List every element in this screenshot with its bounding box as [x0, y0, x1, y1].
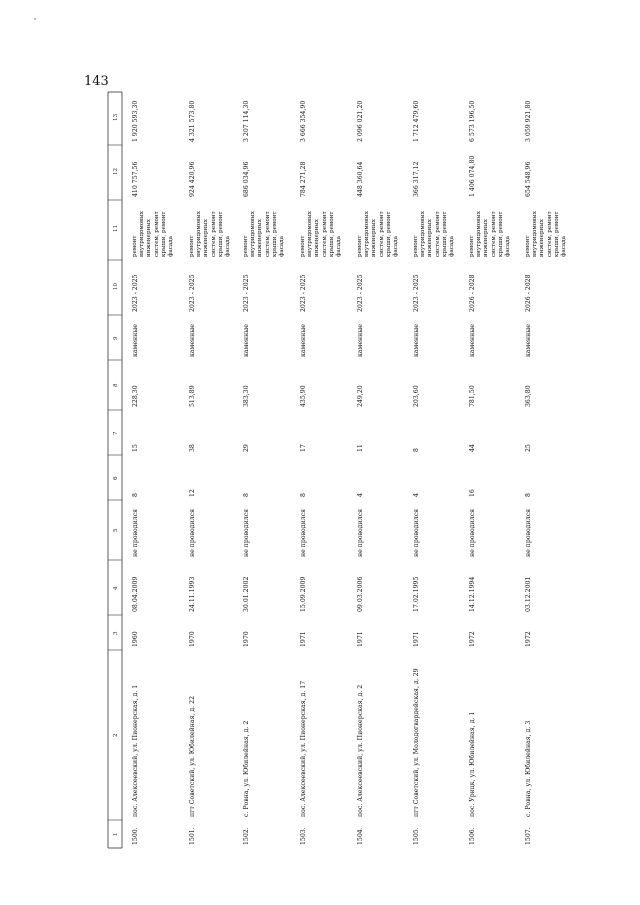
- cell-works-line: фасада: [393, 236, 399, 257]
- cell-year: 1972: [469, 631, 476, 647]
- cell-works-line: внутридомовых: [476, 211, 483, 257]
- cell-status: не проводился: [525, 508, 532, 557]
- cell-works-line: крыши, ремонт: [217, 211, 224, 257]
- cell-date: 08.04.2009: [132, 576, 139, 612]
- cell-period: 2023 - 2025: [132, 274, 139, 312]
- header-col-1: 1: [113, 832, 119, 836]
- cell-row-number: 1500.: [132, 827, 139, 845]
- cell-cost: 654 548,96: [525, 161, 532, 197]
- cell-address: пос. Алексеевский, ул. Пионерская, д. 17: [300, 680, 307, 817]
- cell-address: пос. Урицк, ул. Юбилейная, д. 1: [469, 711, 476, 817]
- header-col-2: 2: [113, 733, 119, 737]
- cell-works-line: ремонт: [189, 235, 195, 257]
- cell-area: 383,30: [243, 385, 250, 407]
- cell-works-line: фасада: [449, 236, 455, 257]
- header-col-5: 5: [113, 528, 119, 532]
- cell-works-line: систем, ремонт: [490, 211, 497, 257]
- cell-period: 2023 - 2025: [357, 274, 364, 312]
- cell-floors: 16: [469, 489, 476, 497]
- cell-works-line: ремонт: [413, 235, 419, 257]
- cell-material: каменные: [132, 324, 139, 357]
- cell-total: 3 207 114,30: [243, 100, 250, 142]
- cell-works-line: внутридомовых: [364, 211, 371, 257]
- header-col-12: 12: [113, 167, 119, 175]
- page-number: 143: [84, 74, 109, 89]
- cell-area: 228,30: [132, 385, 139, 407]
- cell-works-line: внутридомовых: [139, 211, 146, 257]
- cell-area: 363,80: [525, 385, 532, 407]
- cell-period: 2023 - 2025: [189, 274, 196, 312]
- cell-works-line: инженерных: [427, 219, 434, 257]
- cell-apartments: 25: [525, 444, 532, 452]
- cell-cost: 1 406 074,80: [469, 155, 476, 197]
- cell-apartments: 17: [300, 444, 307, 452]
- cell-area: 203,60: [413, 385, 420, 407]
- cell-total: 3 666 354,90: [300, 100, 307, 142]
- cell-works-line: фасада: [336, 236, 342, 257]
- cell-cost: 448 360,64: [357, 161, 364, 197]
- cell-period: 2026 - 2028: [525, 274, 532, 312]
- cell-address: пос. Алексеевский, ул. Пионерская, д. 1: [132, 684, 139, 817]
- header-column-separators: [108, 145, 122, 820]
- cell-area: 435,90: [300, 385, 307, 407]
- cell-works-line: внутридомовых: [307, 211, 314, 257]
- cell-works-line: фасада: [561, 236, 567, 257]
- cell-material: каменные: [413, 324, 420, 357]
- cell-works-line: внутридомовых: [250, 211, 257, 257]
- header-col-8: 8: [113, 383, 119, 387]
- cell-period: 2023 - 2025: [300, 274, 307, 312]
- cell-floors: 8: [300, 493, 307, 497]
- cell-status: не проводился: [132, 508, 139, 557]
- cell-cost: 686 034,96: [243, 161, 250, 197]
- cell-floors: 4: [357, 493, 364, 497]
- cell-row-number: 1507.: [525, 827, 532, 845]
- cell-apartments: 29: [243, 444, 250, 452]
- cell-material: каменные: [189, 324, 196, 357]
- cell-apartments: 15: [132, 444, 139, 452]
- cell-apartments: 38: [189, 444, 196, 452]
- cell-works-line: инженерных: [371, 219, 378, 257]
- header-col-3: 3: [113, 630, 119, 635]
- cell-works-line: систем, ремонт: [378, 211, 385, 257]
- cell-year: 1971: [357, 631, 364, 647]
- cell-address: пгт Советский, ул. Молодогвардейская, д. 29: [413, 668, 420, 817]
- cell-area: 249,20: [357, 385, 364, 407]
- cell-floors: 12: [189, 489, 196, 497]
- cell-apartments: 8: [413, 448, 420, 452]
- cell-works-line: ремонт: [469, 235, 475, 257]
- cell-date: 15.09.2009: [300, 576, 307, 612]
- cell-works-line: систем, ремонт: [434, 211, 441, 257]
- cell-floors: 8: [243, 493, 250, 497]
- cell-total: 3 059 921,80: [525, 100, 532, 142]
- cell-year: 1970: [189, 631, 196, 647]
- header-col-13: 13: [113, 113, 119, 121]
- cell-status: не проводился: [300, 508, 307, 557]
- cell-works-line: крыши, ремонт: [328, 211, 335, 257]
- cell-row-number: 1506.: [469, 827, 476, 845]
- cell-year: 1971: [300, 631, 307, 647]
- cell-year: 1972: [525, 631, 532, 647]
- cell-works-line: инженерных: [257, 219, 264, 257]
- cell-address: с. Ровна, ул. Юбилейная, д. 3: [525, 720, 532, 817]
- cell-material: каменные: [525, 324, 532, 357]
- cell-status: не проводился: [413, 508, 420, 557]
- cell-status: не проводился: [357, 508, 364, 557]
- cell-row-number: 1503.: [300, 827, 307, 845]
- cell-works-line: инженерных: [539, 219, 546, 257]
- cell-material: каменные: [243, 324, 250, 357]
- cell-row-number: 1502.: [243, 827, 250, 845]
- cell-floors: 8: [132, 493, 139, 497]
- cell-works-line: внутридомовых: [532, 211, 539, 257]
- cell-year: 1970: [243, 631, 250, 647]
- cell-works-line: внутридомовых: [196, 211, 203, 257]
- cell-works-line: внутридомовых: [420, 211, 427, 257]
- cell-address: с. Ровна, ул. Юбилейная, д. 2: [243, 720, 250, 817]
- cell-works-line: ремонт: [357, 235, 363, 257]
- cell-total: 1 920 593,30: [132, 100, 139, 142]
- cell-works-line: систем, ремонт: [321, 211, 328, 257]
- cell-period: 2026 - 2028: [469, 274, 476, 312]
- cell-area: 513,89: [189, 385, 196, 407]
- cell-works-line: ремонт: [243, 235, 249, 257]
- cell-date: 24.11.1993: [189, 576, 196, 612]
- records-table: [100, 90, 600, 850]
- cell-row-number: 1501.: [189, 827, 196, 845]
- cell-works-line: фасада: [505, 236, 511, 257]
- cell-year: 1960: [132, 631, 139, 647]
- cell-address: пос. Алексеевский, ул. Пионерская, д. 2: [357, 684, 364, 817]
- cell-year: 1971: [413, 631, 420, 647]
- cell-row-number: 1504.: [357, 827, 364, 845]
- cell-date: 03.12.2001: [525, 576, 532, 612]
- cell-works-line: инженерных: [483, 219, 490, 257]
- cell-period: 2023 - 2025: [243, 274, 250, 312]
- cell-works-line: крыши, ремонт: [497, 211, 504, 257]
- cell-works-line: инженерных: [146, 219, 153, 257]
- cell-status: не проводился: [189, 508, 196, 557]
- cell-works-line: фасада: [168, 236, 174, 257]
- cell-works-line: ремонт: [132, 235, 138, 257]
- cell-apartments: 44: [469, 444, 476, 452]
- cell-cost: 366 317,12: [413, 161, 420, 197]
- cell-floors: 8: [525, 493, 532, 497]
- cell-address: пгт Советский, ул. Юбилейная, д. 22: [189, 695, 196, 817]
- cell-works-line: крыши, ремонт: [385, 211, 392, 257]
- cell-total: 4 321 573,80: [189, 100, 196, 142]
- cell-total: 2 096 021,20: [357, 100, 364, 142]
- cell-total: 6 573 196,50: [469, 100, 476, 142]
- cell-works-line: систем, ремонт: [546, 211, 553, 257]
- cell-material: каменные: [300, 324, 307, 357]
- cell-works-line: крыши, ремонт: [160, 211, 167, 257]
- cell-material: каменные: [357, 324, 364, 357]
- cell-works-line: систем, ремонт: [210, 211, 217, 257]
- cell-date: 30.01.2002: [243, 576, 250, 612]
- header-col-10: 10: [113, 282, 119, 290]
- header-col-4: 4: [113, 585, 119, 590]
- cell-status: не проводился: [469, 508, 476, 557]
- cell-cost: 410 757,56: [132, 161, 139, 197]
- cell-works-line: систем, ремонт: [264, 211, 271, 257]
- header-col-7: 7: [113, 430, 119, 435]
- cell-works-line: инженерных: [203, 219, 210, 257]
- cell-material: каменные: [469, 324, 476, 357]
- cell-works-line: крыши, ремонт: [553, 211, 560, 257]
- cell-floors: 4: [413, 493, 420, 497]
- cell-period: 2023 - 2025: [413, 274, 420, 312]
- cell-status: не проводился: [243, 508, 250, 557]
- cell-works-line: крыши, ремонт: [271, 211, 278, 257]
- cell-cost: 924 420,96: [189, 161, 196, 197]
- cell-works-line: ремонт: [525, 235, 531, 257]
- cell-works-line: систем, ремонт: [153, 211, 160, 257]
- cell-works-line: инженерных: [314, 219, 321, 257]
- cell-apartments: 11: [357, 444, 364, 452]
- cell-area: 781,50: [469, 385, 476, 407]
- cell-date: 09.03.2006: [357, 576, 364, 612]
- cell-total: 1 712 479,60: [413, 100, 420, 142]
- scan-speck: [34, 18, 36, 20]
- header-col-6: 6: [113, 475, 119, 480]
- cell-date: 14.12.1994: [469, 576, 476, 612]
- cell-works-line: фасада: [225, 236, 231, 257]
- header-col-9: 9: [113, 335, 119, 340]
- cell-date: 17.02.1995: [413, 576, 420, 612]
- cell-cost: 784 271,28: [300, 161, 307, 197]
- header-col-11: 11: [113, 224, 119, 232]
- cell-row-number: 1505.: [413, 827, 420, 845]
- cell-works-line: крыши, ремонт: [441, 211, 448, 257]
- cell-works-line: ремонт: [300, 235, 306, 257]
- cell-works-line: фасада: [279, 236, 285, 257]
